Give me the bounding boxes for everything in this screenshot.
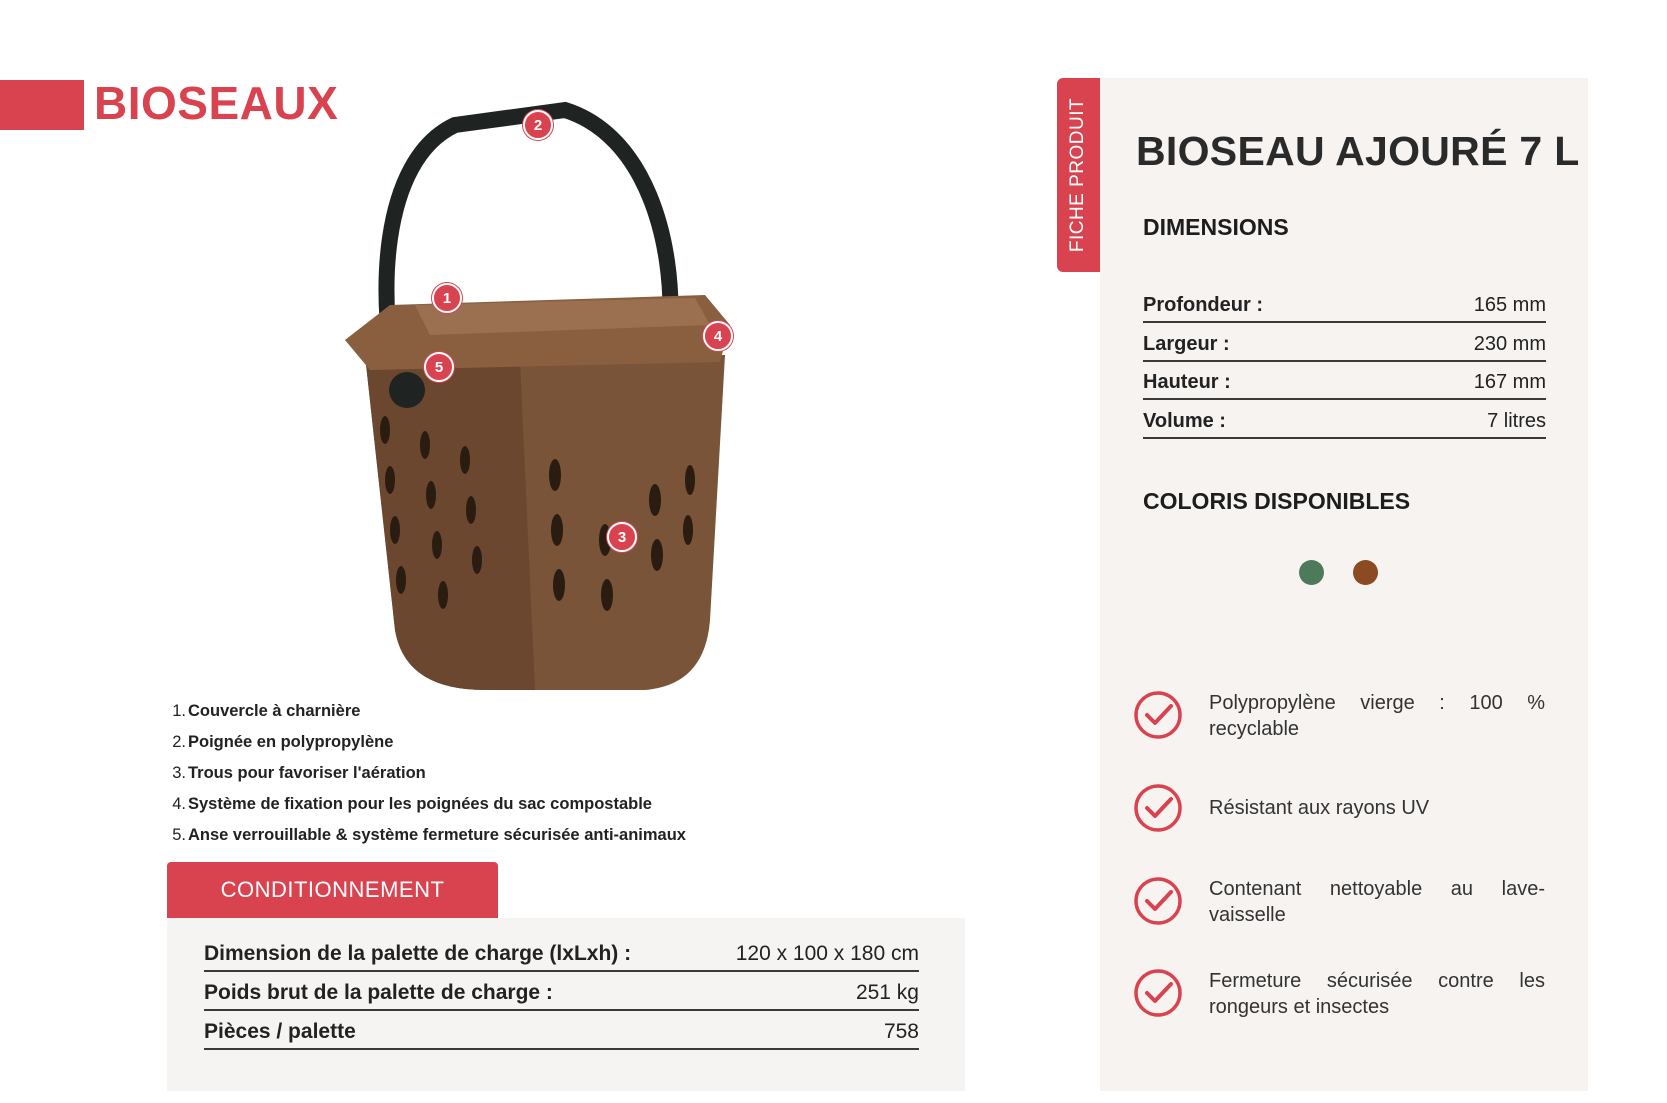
table-row: Dimension de la palette de charge (lxLxh) : 120 x 100 x 180 cm: [204, 942, 919, 972]
benefit-item: Fermeture sécurisée contre les rongeurs et insectes: [1133, 968, 1548, 1028]
colors-title: COLORIS DISPONIBLES: [1143, 488, 1411, 514]
benefit-item: Résistant aux rayons UV: [1133, 783, 1548, 843]
table-row: Pièces / palette 758: [204, 1020, 919, 1050]
feature-list: [168, 696, 686, 851]
feature-item: 4. Système de fixation pour les poignées du sac compostable: [172, 795, 652, 813]
product-image: [345, 100, 795, 740]
check-circle-icon: [1133, 690, 1183, 740]
brand-accent-bar: [0, 80, 84, 130]
dimension-row: Largeur : 230 mm: [1143, 333, 1546, 362]
hinge-knob-shape: [389, 372, 425, 408]
marker-1: 1: [432, 283, 462, 313]
check-circle-icon: [1133, 876, 1183, 926]
dimension-row: Hauteur : 167 mm: [1143, 371, 1546, 400]
marker-5: 5: [424, 352, 454, 382]
dimension-row: Profondeur : 165 mm: [1143, 294, 1546, 323]
check-circle-icon: [1133, 783, 1183, 833]
dimension-row: Volume : 7 litres: [1143, 410, 1546, 439]
benefit-item: Contenant nettoyable au lave-vaisselle: [1133, 876, 1548, 936]
marker-4: 4: [703, 321, 733, 351]
feature-item: 5. Anse verrouillable & système fermeture sécurisée anti-animaux: [172, 826, 686, 844]
marker-3: 3: [607, 522, 637, 552]
conditionnement-tab: CONDITIONNEMENT: [167, 862, 498, 918]
fiche-produit-label: FICHE PRODUIT: [1067, 97, 1088, 253]
product-title: BIOSEAU AJOURÉ 7 L: [1136, 128, 1580, 174]
bucket-illustration: [345, 100, 795, 740]
feature-item: 1. Couvercle à charnière: [172, 702, 361, 720]
feature-item: 3. Trous pour favoriser l'aération: [172, 764, 426, 782]
brand-title: BIOSEAUX: [94, 77, 339, 129]
conditionnement-panel: [167, 918, 965, 1091]
color-swatch-green[interactable]: [1299, 560, 1324, 585]
feature-item: 2. Poignée en polypropylène: [172, 733, 394, 751]
marker-2: 2: [523, 110, 553, 140]
bucket-side-shape: [365, 355, 535, 690]
check-circle-icon: [1133, 968, 1183, 1018]
dimensions-title: DIMENSIONS: [1143, 214, 1289, 240]
benefit-item: Polypropylène vierge : 100 % recyclable: [1133, 690, 1548, 750]
color-swatch-brown[interactable]: [1353, 560, 1378, 585]
table-row: Poids brut de la palette de charge : 251 kg: [204, 981, 919, 1011]
